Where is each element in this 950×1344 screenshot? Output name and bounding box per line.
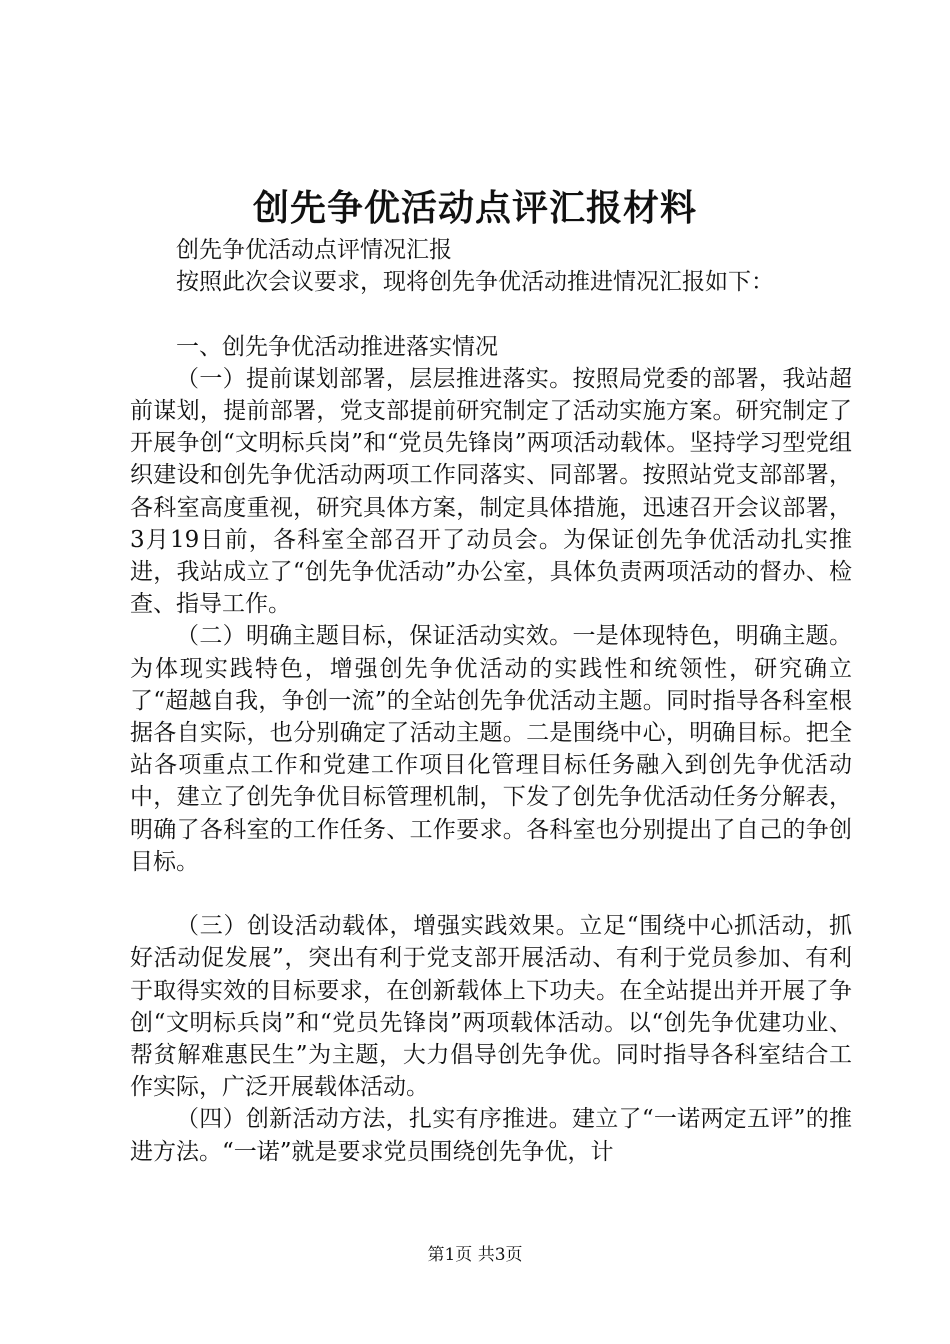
page-number-footer: 第1页 共3页 [427, 1245, 523, 1265]
body-paragraph-3: （三）创设活动载体，增强实践效果。立足“围绕中心抓活动，抓好活动促发展”，突出有利于党支部开展活动、有利于党员参加、有利于取得实效的目标要求，在创新载体上下功夫。在全站提出并开展了争创“文明标兵岗”和“党员先锋岗”两项载体活动。以“创先争优建功业、帮贫解难惠民生”为主题，大力倡导创先争优。同时指导各科室结合工作实际，广泛开展载体活动。 [130, 913, 852, 1101]
document-body [130, 234, 852, 1168]
body-paragraph-4: （四）创新活动方法，扎实有序推进。建立了“一诺两定五评”的推进方法。“一诺”就是要求党员围绕创先争优，计 [130, 1106, 852, 1165]
subtitle-paragraph: 创先争优活动点评情况汇报 [176, 237, 452, 263]
document-title: 创先争优活动点评汇报材料 [252, 187, 697, 229]
body-paragraph-1: （一）提前谋划部署，层层推进落实。按照局党委的部署，我站超前谋划，提前部署，党支部提前研究制定了活动实施方案。研究制定了开展争创“文明标兵岗”和“党员先锋岗”两项活动载体。坚持学习型党组织建设和创先争优活动两项工作同落实、同部署。按照站党支部部署，各科室高度重视，研究具体方案，制定具体措施，迅速召开会议部署，3月19日前，各科室全部召开了动员会。为保证创先争优活动扎实推进，我站成立了“创先争优活动”办公室，具体负责两项活动的督办、检查、指导工作。 [130, 365, 852, 618]
section-heading: 一、创先争优活动推进落实情况 [176, 333, 498, 360]
body-paragraph-2: （二）明确主题目标，保证活动实效。一是体现特色，明确主题。为体现实践特色，增强创先争优活动的实践性和统领性，研究确立了“超越自我，争创一流”的全站创先争优活动主题。同时指导各科室根据各自实际，也分别确定了活动主题。二是围绕中心，明确目标。把全站各项重点工作和党建工作项目化管理目标任务融入到创先争优活动中，建立了创先争优目标管理机制，下发了创先争优活动任务分解表，明确了各科室的工作任务、工作要求。各科室也分别提出了自己的争创目标。 [130, 623, 852, 875]
intro-paragraph: 按照此次会议要求，现将创先争优活动推进情况汇报如下： [176, 269, 774, 296]
